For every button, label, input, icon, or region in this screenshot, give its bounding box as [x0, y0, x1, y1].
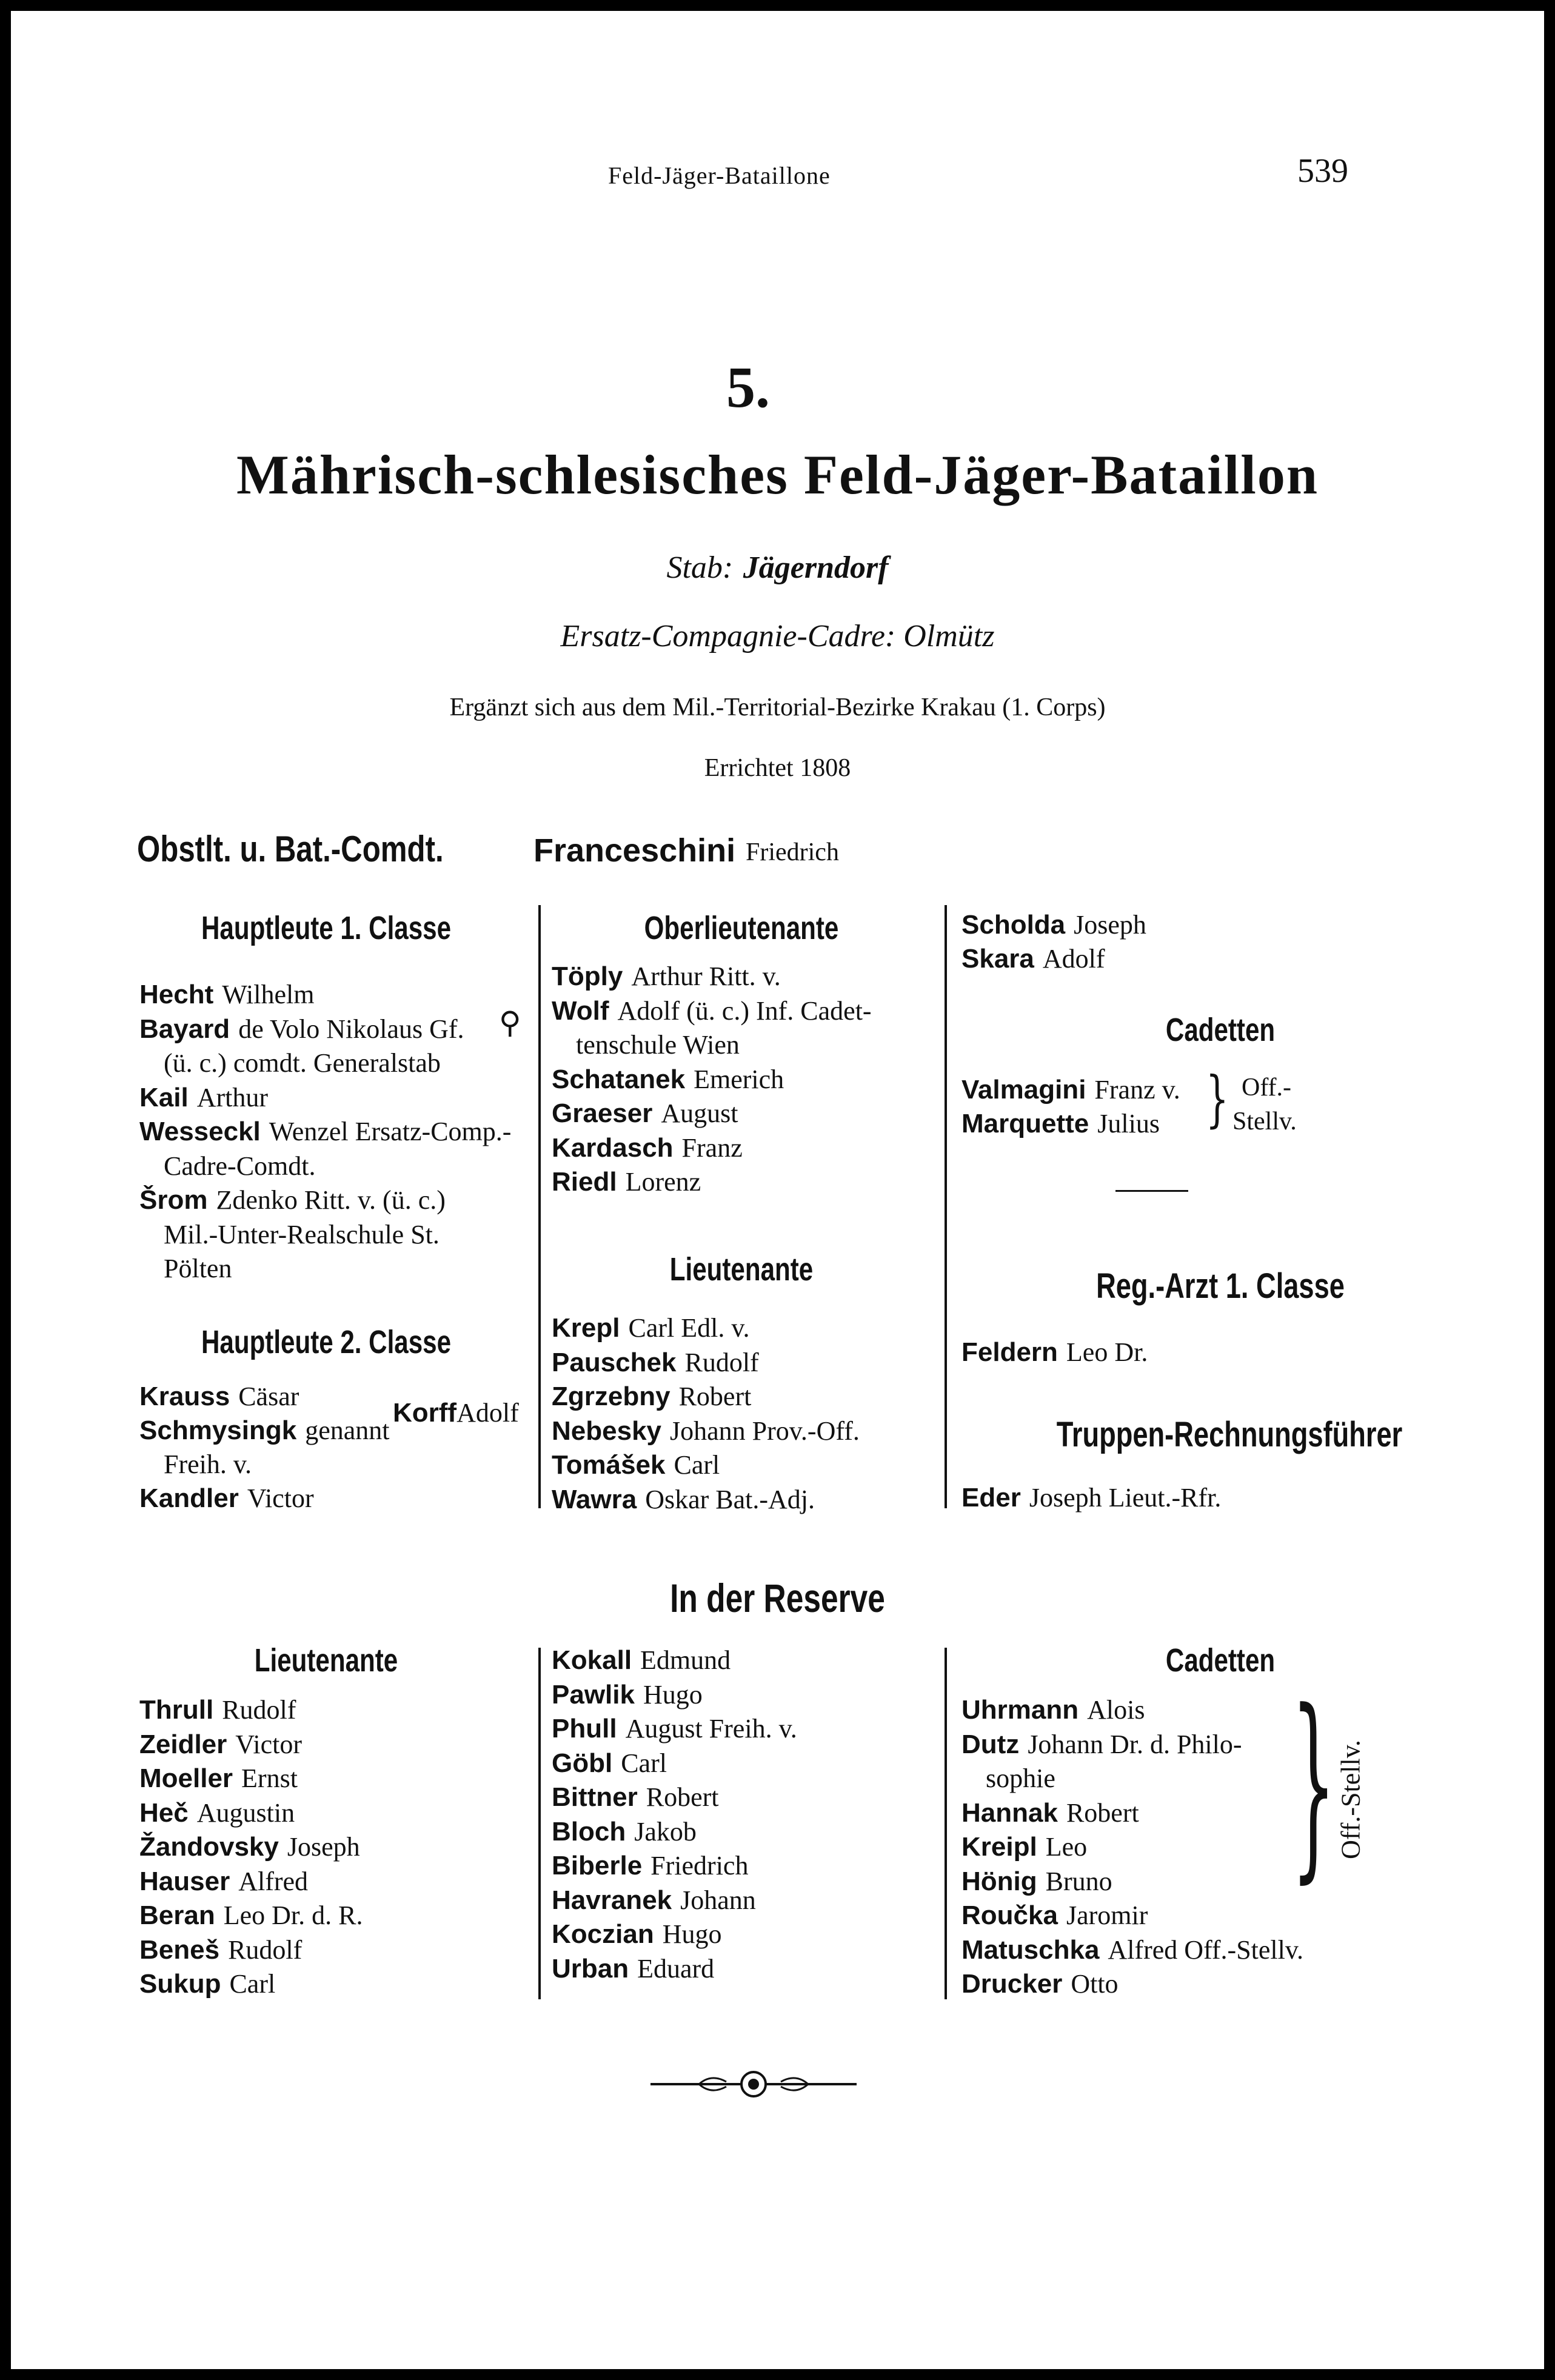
battalion-number: 5.: [726, 355, 770, 420]
surname: Drucker: [961, 1969, 1063, 1999]
heading-oberlieutenante: Oberlieutenante: [644, 910, 839, 946]
surname: Dutz: [961, 1729, 1020, 1759]
battalion-title: Mährisch-schlesisches Feld-Jäger-Bataillon: [236, 444, 1319, 506]
surname: Matuschka: [961, 1934, 1100, 1965]
list-item: [961, 1933, 1303, 1967]
surname: Beneš: [139, 1934, 220, 1965]
detail: Leo: [1045, 1832, 1088, 1862]
surname: Uhrmann: [961, 1695, 1079, 1725]
detail: Wilhelm: [222, 980, 315, 1009]
detail: Carl: [229, 1969, 276, 1999]
brace-icon: }: [1291, 1668, 1336, 1900]
erganzt-line: Ergänzt sich aus dem Mil.-Territorial-Bezirke Krakau (1. Corps): [449, 694, 1106, 721]
list-item: [961, 1796, 1139, 1830]
surname: Pawlik: [552, 1679, 635, 1710]
surname: Pauschek: [552, 1347, 677, 1377]
list-item: [576, 1028, 740, 1062]
detail: (ü. c.) comdt. Generalstab: [164, 1048, 441, 1078]
detail: Bruno: [1045, 1866, 1112, 1896]
surname: Graeser: [552, 1098, 653, 1128]
detail: Joseph: [1074, 910, 1146, 940]
detail: Leo Dr. d. R.: [223, 1900, 363, 1930]
surname: Schatanek: [552, 1064, 686, 1094]
divider: [945, 1648, 947, 1999]
surname: Schmysingk: [139, 1416, 297, 1445]
list-item: [552, 1346, 759, 1380]
heading-hauptleute-2: Hauptleute 2. Classe: [201, 1324, 451, 1360]
surname: Sukup: [139, 1969, 221, 1999]
detail: Robert: [1066, 1797, 1139, 1828]
detail: Alfred Off.-Stellv.: [1108, 1934, 1304, 1965]
list-item: [961, 1967, 1119, 2001]
korff-given: Adolf: [456, 1398, 519, 1428]
surname: Tomášek: [552, 1450, 666, 1480]
list-item: [986, 1762, 1055, 1796]
detail: Rudolf: [684, 1347, 759, 1377]
list-item: [961, 1899, 1148, 1933]
cadetten-note-2: Stellv.: [1232, 1108, 1297, 1135]
errichtet-line: Errichtet 1808: [704, 754, 851, 782]
surname: Urban: [552, 1953, 629, 1984]
list-item: [961, 1107, 1160, 1141]
list-item: [961, 908, 1146, 942]
list-item: [139, 1967, 275, 2001]
heading-reserve-cadetten: Cadetten: [1165, 1642, 1276, 1679]
list-item: [139, 1115, 511, 1149]
detail: Robert: [646, 1782, 719, 1812]
detail: Jaromir: [1066, 1900, 1148, 1930]
list-item: [139, 1865, 308, 1899]
list-item: [139, 1693, 296, 1727]
list-item: [552, 1917, 721, 1951]
surname: Hannak: [961, 1797, 1058, 1828]
detail: Johann Dr. d. Philo-: [1028, 1729, 1242, 1759]
list-item: [961, 1693, 1145, 1727]
heading-reserve: In der Reserve: [670, 1576, 885, 1620]
list-item: [139, 1183, 446, 1217]
detail: Cäsar: [238, 1382, 299, 1411]
detail: Wenzel Ersatz-Comp.-: [269, 1117, 512, 1146]
surname: Göbl: [552, 1748, 613, 1778]
surname: Krauss: [139, 1382, 230, 1411]
officer-mark-icon: ⚲: [499, 1005, 521, 1040]
surname: Wawra: [552, 1484, 637, 1514]
ersatz-line: Ersatz-Compagnie-Cadre: Olmütz: [560, 619, 995, 653]
surname: Hecht: [139, 980, 214, 1009]
list-item: [552, 960, 781, 994]
list-item: [552, 1884, 756, 1917]
list-item: [961, 1073, 1180, 1107]
surname: Hauser: [139, 1866, 230, 1896]
list-item: [552, 1747, 667, 1780]
rf-entry: Eder Joseph Lieut.-Rfr.: [961, 1483, 1222, 1513]
detail: Ernst: [241, 1763, 298, 1793]
detail: August: [661, 1098, 738, 1128]
list-item: [552, 1165, 701, 1199]
detail: Alois: [1087, 1695, 1145, 1725]
list-item: [552, 1097, 738, 1131]
detail: tenschule Wien: [576, 1030, 740, 1060]
list-item: [552, 994, 872, 1028]
detail: Arthur Ritt. v.: [631, 961, 781, 991]
list-item: [139, 1414, 390, 1448]
list-item: [552, 1380, 751, 1414]
surname: Wesseckl: [139, 1117, 261, 1146]
list-item: [552, 1063, 784, 1097]
list-item: [552, 1780, 719, 1814]
detail: Joseph: [287, 1832, 360, 1862]
list-item: [139, 978, 314, 1012]
arzt-entry: Feldern Leo Dr.: [961, 1337, 1148, 1367]
heading-reg-arzt: Reg.-Arzt 1. Classe: [1096, 1266, 1345, 1306]
list-item: [164, 1252, 232, 1286]
list-item: [164, 1046, 441, 1080]
short-rule: [1115, 1190, 1188, 1192]
list-item: [961, 1830, 1087, 1864]
list-item: [139, 1012, 464, 1046]
korff-surname: Korff: [393, 1398, 457, 1428]
divider: [945, 905, 947, 1508]
list-item: [552, 1815, 697, 1849]
surname: Bayard: [139, 1014, 230, 1044]
surname: Kokall: [552, 1645, 632, 1675]
detail: Mil.-Unter-Realschule St.: [164, 1219, 440, 1249]
detail: genannt: [305, 1416, 390, 1445]
surname: Hönig: [961, 1866, 1037, 1896]
detail: Franz v.: [1094, 1075, 1180, 1105]
ornament-icon: [650, 2069, 857, 2099]
detail: Carl Edl. v.: [628, 1313, 750, 1343]
list-item: [139, 1762, 298, 1796]
list-item: [139, 1830, 360, 1864]
list-item: [139, 1380, 299, 1414]
heading-cadetten: Cadetten: [1165, 1012, 1276, 1048]
detail: Emerich: [694, 1064, 784, 1094]
detail: Freih. v.: [164, 1449, 252, 1479]
list-item: [139, 1933, 302, 1967]
list-item: [139, 1899, 363, 1933]
list-item: [164, 1218, 440, 1252]
detail: Zdenko Ritt. v. (ü. c.): [216, 1185, 446, 1215]
surname: Skara: [961, 944, 1034, 974]
surname: Valmagini: [961, 1075, 1086, 1105]
detail: Lorenz: [625, 1167, 701, 1197]
detail: Augustin: [196, 1797, 295, 1828]
detail: Franz: [681, 1132, 743, 1163]
detail: Arthur: [196, 1082, 269, 1112]
detail: Jakob: [634, 1816, 697, 1847]
heading-reserve-lieutenante: Lieutenante: [254, 1642, 398, 1679]
surname: Biberle: [552, 1851, 643, 1880]
detail: Otto: [1071, 1969, 1119, 1999]
list-item: [552, 1712, 797, 1746]
stab-place: Jägerndorf: [743, 550, 889, 585]
stab-line: [11, 549, 1544, 586]
surname: Havranek: [552, 1885, 672, 1915]
cadetten-note-1: Off.-: [1242, 1074, 1292, 1101]
surname: Marquette: [961, 1109, 1089, 1138]
heading-lieutenante: Lieutenante: [669, 1251, 814, 1288]
surname: Kandler: [139, 1483, 239, 1513]
detail: Pölten: [164, 1254, 232, 1283]
detail: Alfred: [238, 1866, 309, 1896]
surname: Žandovsky: [139, 1832, 279, 1862]
surname: Riedl: [552, 1167, 617, 1197]
surname: Kreipl: [961, 1832, 1037, 1862]
detail: Carl: [621, 1748, 667, 1778]
document-sheet: [11, 11, 1544, 2369]
list-item: [139, 1482, 314, 1516]
divider: [538, 905, 541, 1508]
brace-icon: }: [1205, 1063, 1229, 1134]
divider: [538, 1648, 541, 1999]
surname: Krepl: [552, 1313, 620, 1343]
detail: Hugo: [643, 1679, 703, 1710]
list-item: [139, 1081, 268, 1115]
detail: Carl: [674, 1450, 720, 1480]
detail: Adolf (ü. c.) Inf. Cadet-: [617, 995, 872, 1026]
detail: August Freih. v.: [625, 1714, 797, 1743]
surname: Wolf: [552, 995, 609, 1026]
surname: Kardasch: [552, 1132, 674, 1163]
detail: Johann Prov.-Off.: [670, 1416, 860, 1446]
surname: Töply: [552, 961, 623, 991]
detail: Robert: [678, 1382, 752, 1411]
commander-surname: Franceschini: [533, 832, 736, 869]
list-item: [552, 1414, 860, 1448]
page-number: 539: [1297, 152, 1348, 190]
commander-given: Friedrich: [746, 838, 839, 866]
surname: Zeidler: [139, 1729, 227, 1759]
surname: Phull: [552, 1714, 617, 1743]
list-item: [552, 1849, 748, 1883]
list-item: [139, 1728, 302, 1762]
detail: Friedrich: [650, 1851, 749, 1880]
detail: Rudolf: [222, 1695, 296, 1725]
list-item: [552, 1952, 714, 1986]
reserve-cadetten-note: Off.-Stellv.: [1336, 1740, 1366, 1859]
heading-rechnungsfuehrer: Truppen-Rechnungsführer: [1056, 1415, 1403, 1454]
detail: Adolf: [1042, 944, 1105, 974]
surname: Bittner: [552, 1782, 638, 1812]
heading-hauptleute-1: Hauptleute 1. Classe: [201, 910, 451, 946]
detail: de Volo Nikolaus Gf.: [238, 1014, 464, 1044]
list-item: [164, 1149, 316, 1183]
running-title: Feld-Jäger-Bataillone: [608, 162, 831, 189]
list-item: [552, 1448, 720, 1482]
list-item: [139, 1796, 295, 1830]
list-item: [961, 1865, 1112, 1899]
list-item: [552, 1131, 743, 1165]
detail: Eduard: [637, 1953, 715, 1984]
korff-name: [393, 1396, 519, 1430]
surname: Nebesky: [552, 1416, 662, 1446]
surname: Kail: [139, 1082, 189, 1112]
stab-label: Stab:: [666, 550, 734, 585]
detail: Victor: [235, 1729, 303, 1759]
list-item: [552, 1678, 703, 1712]
detail: Oskar Bat.-Adj.: [645, 1484, 815, 1514]
list-item: [961, 942, 1105, 976]
surname: Koczian: [552, 1919, 654, 1949]
list-item: [552, 1483, 815, 1517]
surname: Beran: [139, 1900, 215, 1930]
detail: Edmund: [640, 1645, 731, 1675]
detail: Hugo: [662, 1919, 722, 1949]
surname: Zgrzebny: [552, 1382, 670, 1411]
list-item: [961, 1728, 1242, 1762]
detail: sophie: [986, 1763, 1055, 1793]
list-item: [552, 1311, 749, 1345]
commander-rank: Obstlt. u. Bat.-Comdt.: [137, 829, 444, 869]
surname: Thrull: [139, 1695, 214, 1725]
surname: Scholda: [961, 910, 1066, 940]
surname: Bloch: [552, 1816, 626, 1847]
detail: Rudolf: [228, 1934, 303, 1965]
detail: Cadre-Comdt.: [164, 1151, 316, 1181]
detail: Johann: [680, 1885, 756, 1915]
surname: Roučka: [961, 1900, 1058, 1930]
surname: Moeller: [139, 1763, 233, 1793]
list-item: [164, 1448, 252, 1482]
list-item: [552, 1643, 731, 1677]
surname: Heč: [139, 1797, 189, 1828]
detail: Julius: [1097, 1109, 1160, 1138]
surname: Šrom: [139, 1185, 208, 1215]
detail: Victor: [247, 1483, 314, 1513]
